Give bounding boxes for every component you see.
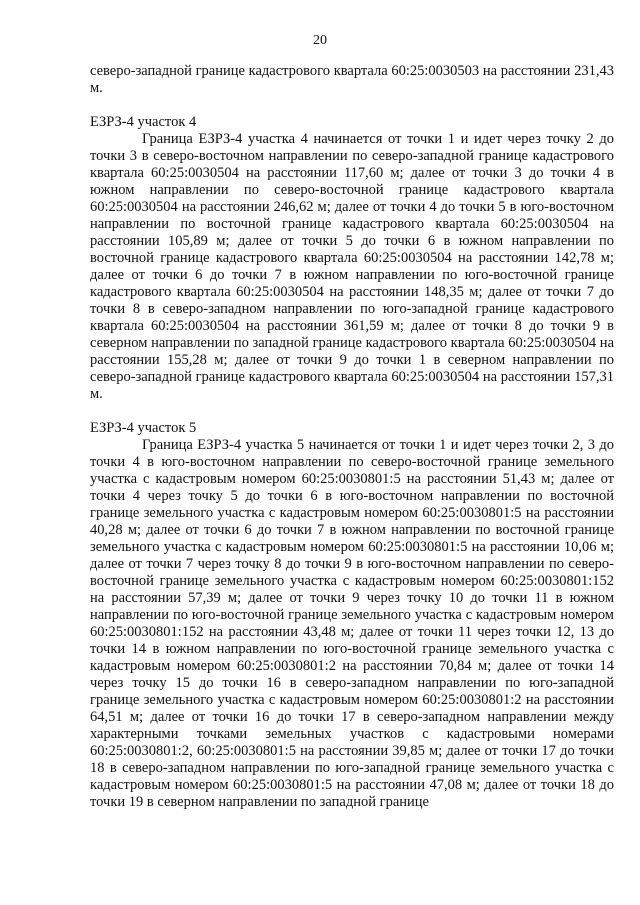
page-number: 20 [313,33,327,48]
document-body [90,63,614,811]
section-text-uchastok-5: Граница ЕЗРЗ-4 участка 5 начинается от точки 1 и идет через точки 2, 3 до точки 4 в юго-восточном направлении по северо-восточной границе земельного участка с кадастровым номером 60:25:0030801:5 на расстоянии 51,43 м; далее от точки 4 через точку 5 до точки 6 в юго-восточном направлении по восточной границе земельного участка с кадастровым номером 60:25:0030801:5 на расстоянии 40,28 м; далее от точки 6 до точки 7 в южном направлении по восточной границе земельного участка с кадастровым номером 60:25:0030801:5 на расстоянии 10,06 м; далее от точки 7 через точку 8 до точки 9 в юго-восточном направлении по северо-восточной границе земельного участка с кадастровым номером 60:25:0030801:152 на расстоянии 57,39 м; далее от точки 9 через точку 10 до точки 11 в южном направлении по юго-восточной границе земельного участка с кадастровым номером 60:25:0030801:152 на расстоянии 43,48 м; далее от точки 11 через точки 12, 13 до точки 14 в южном направлении по юго-восточной границе земельного участка с кадастровым номером 60:25:0030801:2 на расстоянии 70,84 м; далее от точки 14 через точку 15 до точки 16 в северо-западном направлении по юго-западной границе земельного участка с кадастровым номером 60:25:0030801:2 на расстоянии 64,51 м; далее от точки 16 до точки 17 в северо-западном направлении между характерными точками земельных участков с кадастровыми номерами 60:25:0030801:2, 60:25:0030801:5 на расстоянии 39,85 м; далее от точки 17 до точки 18 в северо-западном направлении по юго-западной границе земельного участка с кадастровым номером 60:25:0030801:5 на расстоянии 47,08 м; далее от точки 18 до точки 19 в северном направлении по западной границе [90,437,614,810]
spacer [90,97,614,114]
intro-paragraph: северо-западной границе кадастрового квартала 60:25:0030503 на расстоянии 231,43 м. [90,63,614,96]
section-text-uchastok-4: Граница ЕЗРЗ-4 участка 4 начинается от точки 1 и идет через точку 2 до точки 3 в северо-восточном направлении по северо-западной границе кадастрового квартала 60:25:0030504 на расстоянии 117,60 м; далее от точки 3 до точки 4 в южном направлении по северо-восточной границе кадастрового квартала 60:25:0030504 на расстоянии 246,62 м; далее от точки 4 до точки 5 в юго-восточном направлении по восточной границе кадастрового квартала 60:25:0030504 на расстоянии 105,89 м; далее от точки 5 до точки 6 в южном направлении по восточной границе кадастрового квартала 60:25:0030504 на расстоянии 142,78 м; далее от точки 6 до точки 7 в южном направлении по юго-восточной границе кадастрового квартала 60:25:0030504 на расстоянии 148,35 м; далее от точки 7 до точки 8 в северо-западном направлении по юго-западной границе кадастрового квартала 60:25:0030504 на расстоянии 361,59 м; далее от точки 8 до точки 9 в северном направлении по западной границе кадастрового квартала 60:25:0030504 на расстоянии 155,28 м; далее от точки 9 до точки 1 в северном направлении по северо-западной границе кадастрового квартала 60:25:0030504 на расстоянии 157,31 м. [90,131,614,402]
section-title-uchastok-5: ЕЗРЗ-4 участок 5 [90,420,197,436]
spacer [90,403,614,420]
section-title-uchastok-4: ЕЗРЗ-4 участок 4 [90,114,197,130]
